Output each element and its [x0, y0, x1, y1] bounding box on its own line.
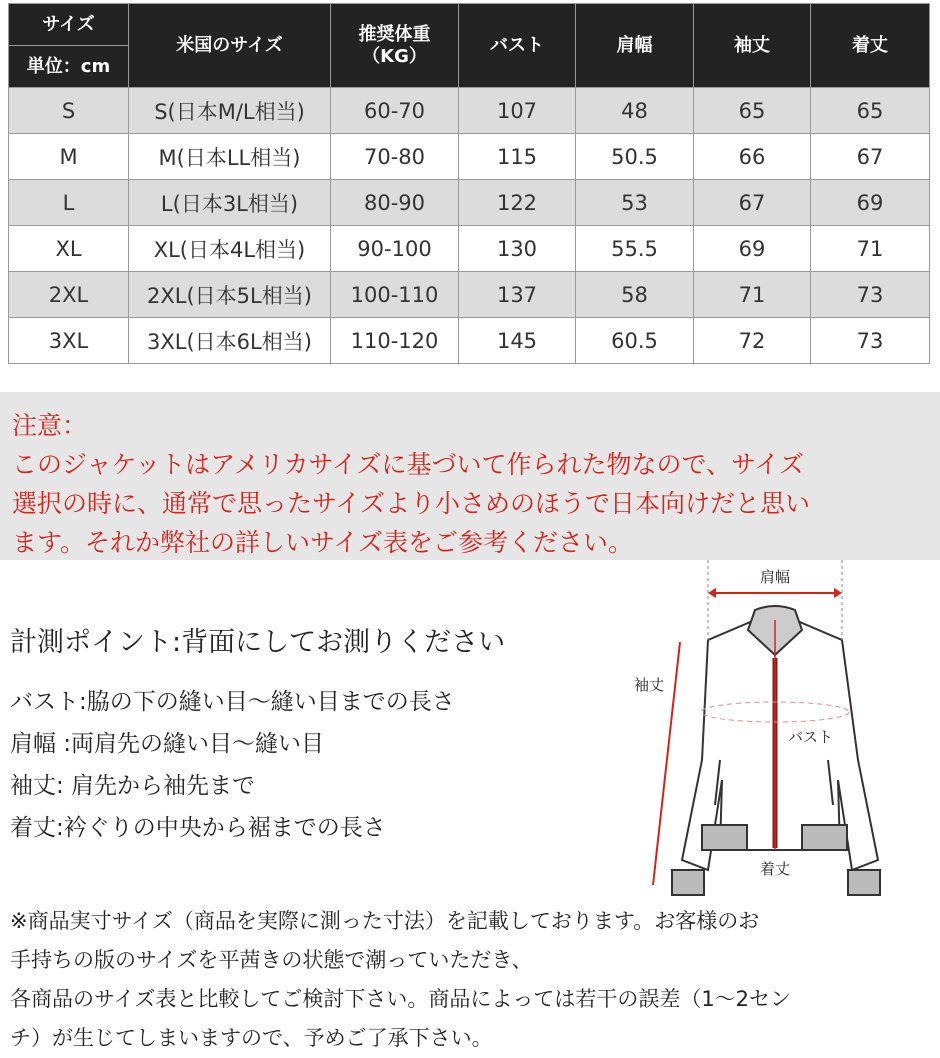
- caution-note: [0, 392, 940, 560]
- cell-size: L: [9, 180, 129, 226]
- cell-size: 3XL: [9, 318, 129, 364]
- diagram-shoulder-label: 肩幅: [759, 568, 791, 586]
- cell-bust: 115: [459, 134, 576, 180]
- cell-size: 2XL: [9, 272, 129, 318]
- cell-shoulder: 53: [576, 180, 694, 226]
- cell-length: 73: [811, 318, 930, 364]
- cell-us: S(日本M/L相当): [129, 88, 331, 134]
- cell-us: M(日本LL相当): [129, 134, 331, 180]
- cell-weight: 70-80: [331, 134, 459, 180]
- cell-bust: 137: [459, 272, 576, 318]
- cell-bust: 122: [459, 180, 576, 226]
- cell-size: S: [9, 88, 129, 134]
- jacket-diagram: [620, 560, 940, 900]
- header-us-size: 米国のサイズ: [129, 4, 331, 88]
- caution-line: ます。それか弊社の詳しいサイズ表をご参考ください。: [12, 528, 634, 557]
- table-row: [9, 226, 930, 272]
- cell-sleeve: 72: [694, 318, 811, 364]
- table-row: [9, 180, 930, 226]
- cell-weight: 60-70: [331, 88, 459, 134]
- cell-weight: 100-110: [331, 272, 459, 318]
- footer-note: [10, 902, 935, 1058]
- cell-length: 67: [811, 134, 930, 180]
- cell-size: M: [9, 134, 129, 180]
- cell-length: 73: [811, 272, 930, 318]
- header-weight: [331, 4, 459, 88]
- weight-label: 推奨体重: [358, 23, 431, 45]
- footer-line: ※商品実寸サイズ（商品を実際に測った寸法）を記載しております。お客様のお: [10, 909, 760, 933]
- cell-weight: 110-120: [331, 318, 459, 364]
- cell-sleeve: 65: [694, 88, 811, 134]
- measurement-item: 着丈:衿ぐりの中央から裾までの長さ: [10, 815, 386, 841]
- table-row: [9, 88, 930, 134]
- footer-line: 各商品のサイズ表と比較してご検討下さい。商品によっては若干の誤差（1～2セン: [10, 987, 792, 1011]
- measurement-item: バスト:脇の下の縫い目～縫い目までの長さ: [10, 689, 455, 715]
- table-row: [9, 318, 930, 364]
- diagram-length-label: 着丈: [759, 860, 791, 878]
- cell-us: 3XL(日本6L相当): [129, 318, 331, 364]
- cell-sleeve: 67: [694, 180, 811, 226]
- cell-us: XL(日本4L相当): [129, 226, 331, 272]
- header-size: サイズ: [9, 4, 129, 46]
- weight-unit: （KG）: [362, 45, 427, 67]
- cell-size: XL: [9, 226, 129, 272]
- header-length: 着丈: [811, 4, 930, 88]
- caution-title: 注意：: [12, 411, 88, 440]
- cell-shoulder: 48: [576, 88, 694, 134]
- cell-shoulder: 60.5: [576, 318, 694, 364]
- cell-length: 65: [811, 88, 930, 134]
- table-row: [9, 134, 930, 180]
- footer-line: 手持ちの版のサイズを平茜きの状態で潮っていただき、: [10, 948, 533, 972]
- cell-shoulder: 50.5: [576, 134, 694, 180]
- cell-bust: 145: [459, 318, 576, 364]
- header-sleeve: 袖丈: [694, 4, 811, 88]
- cell-us: L(日本3L相当): [129, 180, 331, 226]
- cell-sleeve: 66: [694, 134, 811, 180]
- cell-shoulder: 58: [576, 272, 694, 318]
- cell-length: 71: [811, 226, 930, 272]
- caution-line: このジャケットはアメリカサイズに基づいて作られた物なので、サイズ: [12, 450, 805, 479]
- cell-length: 69: [811, 180, 930, 226]
- measurement-title: 計測ポイント:背面にしてお測りください: [10, 627, 506, 658]
- cell-bust: 107: [459, 88, 576, 134]
- size-table: [8, 3, 930, 364]
- cell-sleeve: 71: [694, 272, 811, 318]
- header-shoulder: 肩幅: [576, 4, 694, 88]
- measurement-item: 肩幅 :両肩先の縫い目～縫い目: [10, 731, 325, 757]
- measurement-item: 袖丈: 肩先から袖先まで: [10, 773, 256, 799]
- footer-line: チ）が生じてしまいますので、予めご了承下さい。: [10, 1026, 493, 1050]
- cell-sleeve: 69: [694, 226, 811, 272]
- cell-shoulder: 55.5: [576, 226, 694, 272]
- header-unit: 単位：cm: [9, 46, 129, 88]
- cell-weight: 90-100: [331, 226, 459, 272]
- caution-line: 選択の時に、通常で思ったサイズより小さめのほうで日本向けだと思い: [12, 489, 811, 518]
- cell-us: 2XL(日本5L相当): [129, 272, 331, 318]
- diagram-bust-label: バスト: [788, 728, 834, 746]
- header-bust: バスト: [459, 4, 576, 88]
- diagram-sleeve-label: 袖丈: [634, 676, 665, 694]
- cell-bust: 130: [459, 226, 576, 272]
- table-row: [9, 272, 930, 318]
- cell-weight: 80-90: [331, 180, 459, 226]
- measurement-points: [10, 620, 505, 849]
